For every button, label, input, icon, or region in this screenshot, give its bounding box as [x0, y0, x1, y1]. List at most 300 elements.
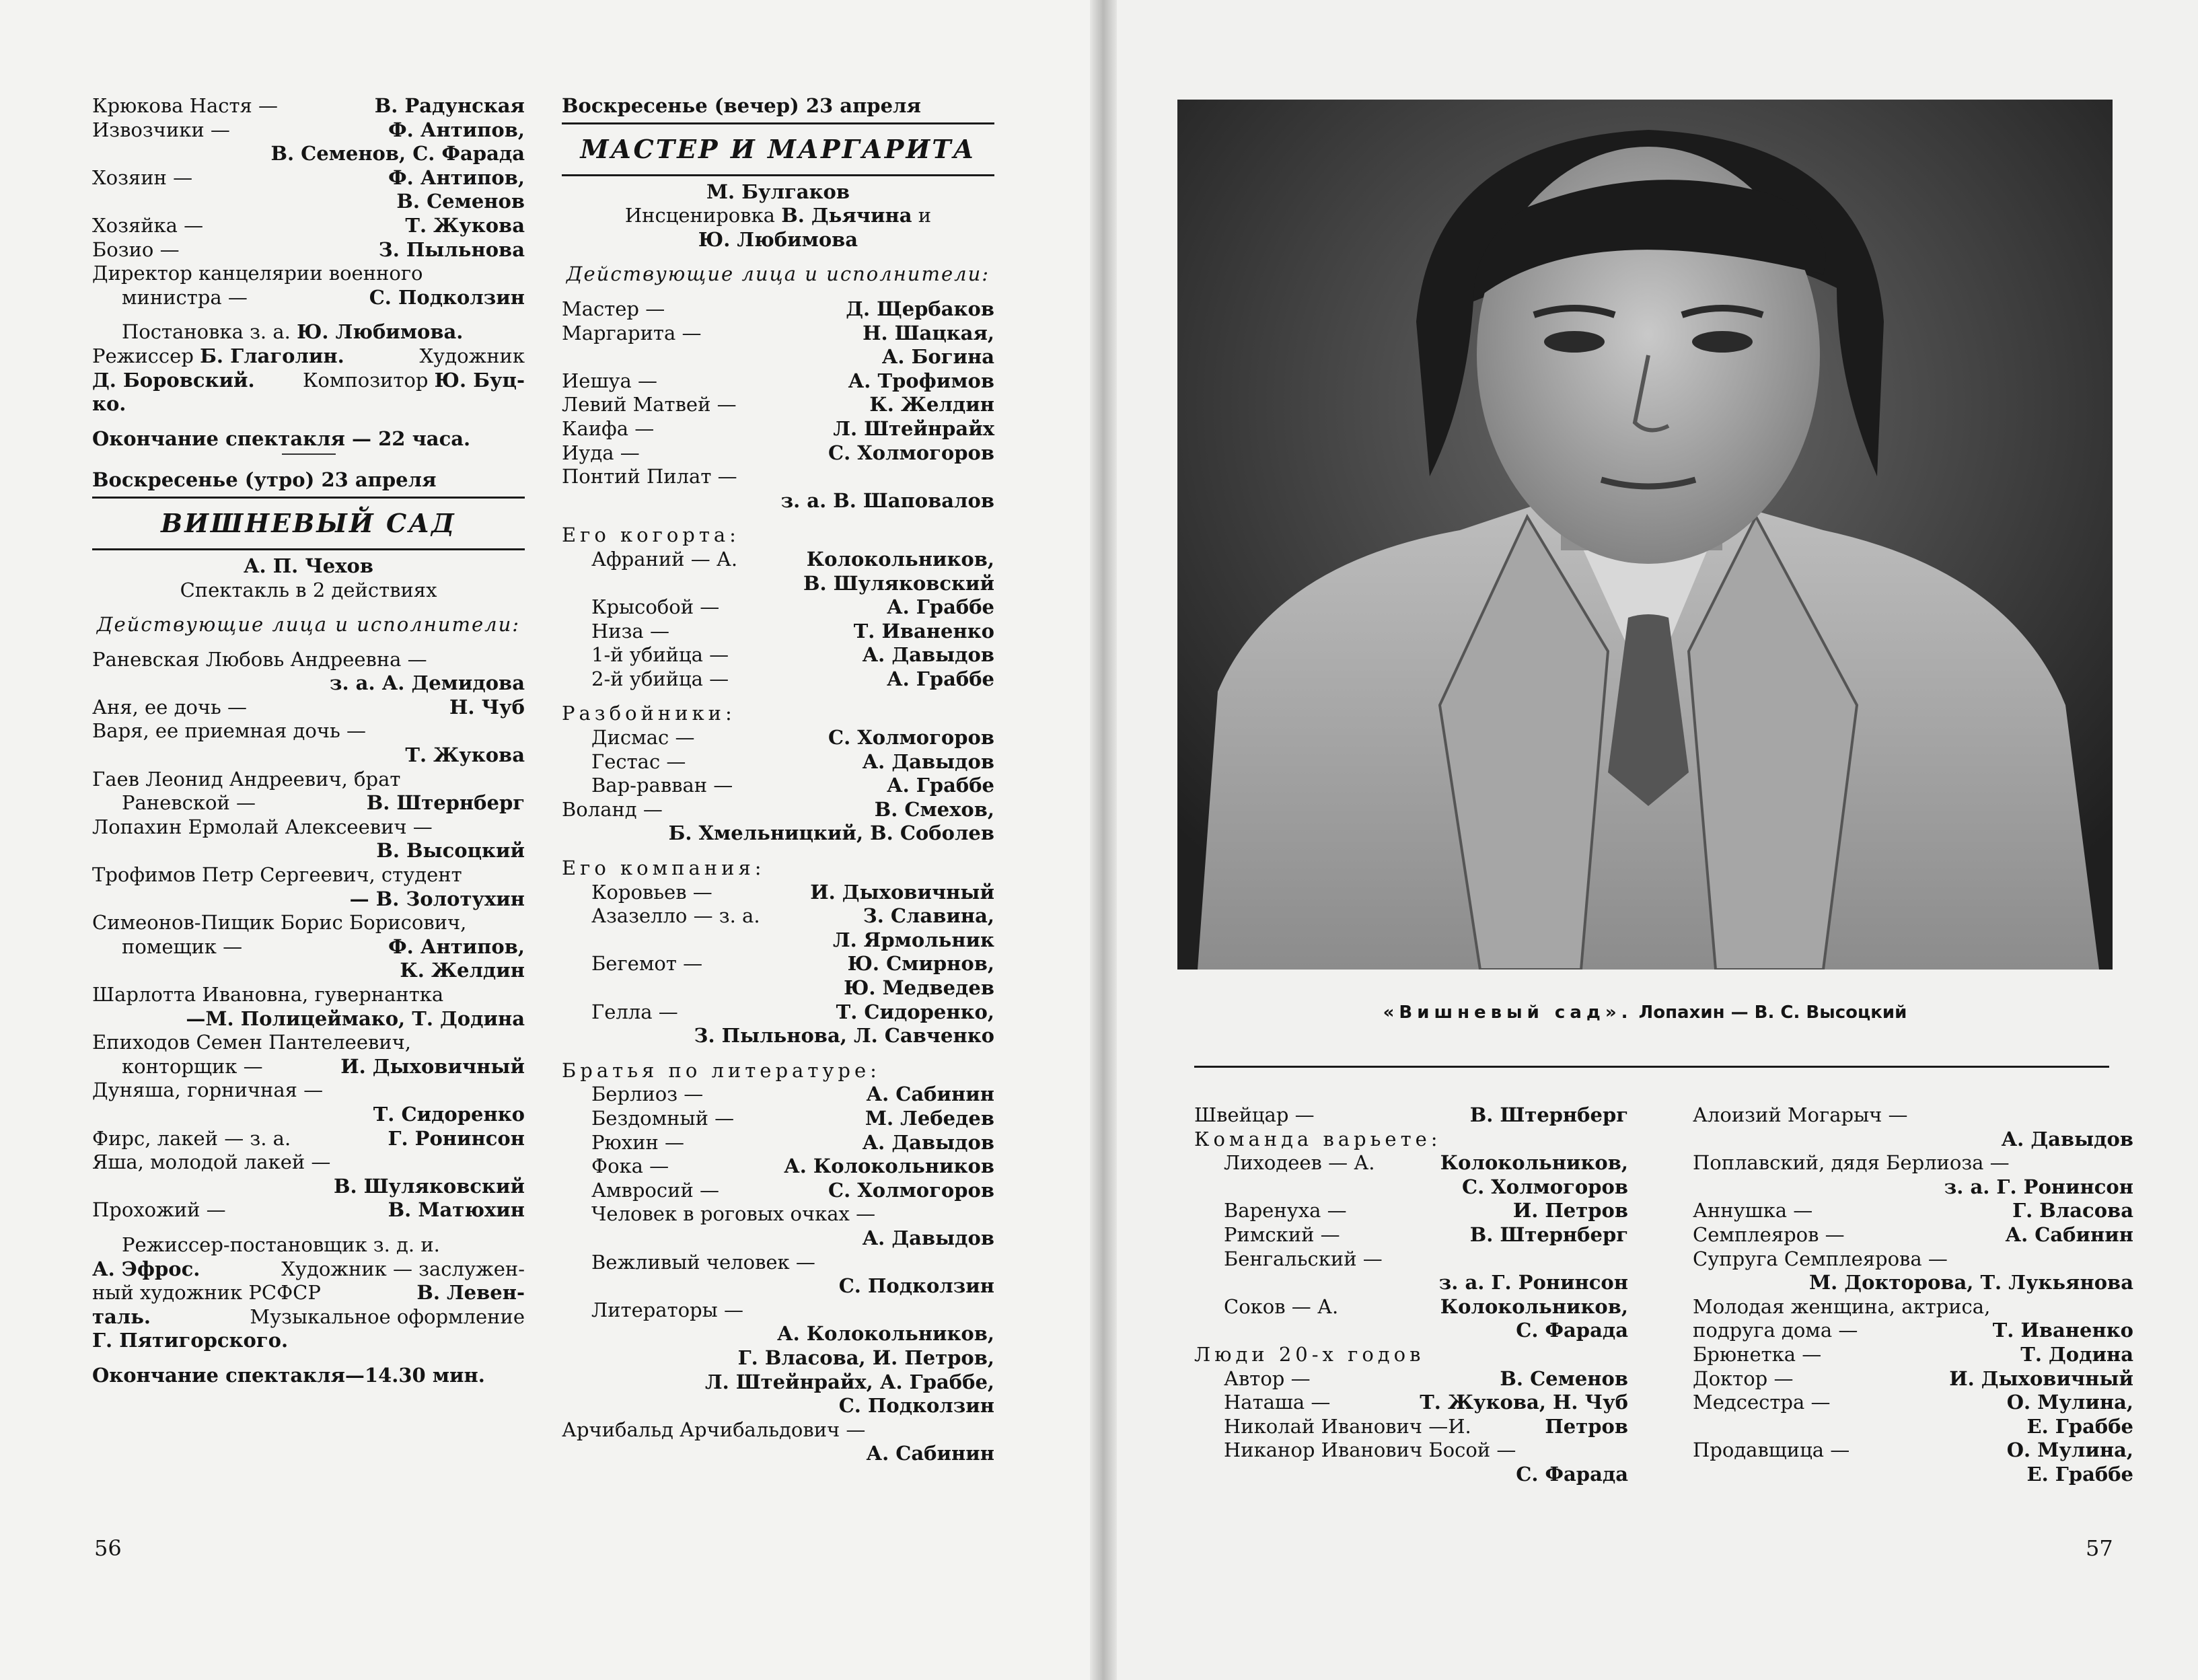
cast-row [562, 1083, 994, 1107]
performer-name: Д. Щербаков [846, 297, 994, 320]
cast-row [92, 1055, 525, 1079]
cast-row [1194, 1175, 1628, 1200]
role-name: Вежливый человек — [591, 1250, 815, 1274]
cast-row [1693, 1391, 2133, 1415]
cast-row [1194, 1199, 1628, 1223]
cast-row [92, 1031, 525, 1055]
performer-name: Т. Сидоренко, [836, 1000, 994, 1023]
cast-row [1194, 1438, 1628, 1463]
performer-name: Т. Иваненко [853, 619, 994, 643]
performer-name: В. Штернберг [366, 791, 525, 815]
performer-name: В. Семенов [396, 190, 525, 213]
role-name: Варя, ее приемная дочь — [92, 719, 367, 743]
performer-name: Т. Сидоренко [373, 1102, 525, 1126]
cast-row [562, 1394, 994, 1418]
performer-name: В. Семенов, С. Фарада [270, 142, 525, 166]
performer-name: Н. Чуб [449, 695, 525, 719]
role-name: 1-й убийца — [591, 643, 729, 667]
cast-row [562, 1227, 994, 1251]
performer-name: Г. Власова [2012, 1199, 2133, 1222]
role-name: подруга дома — [1693, 1319, 1858, 1342]
role-name: Иуда — [562, 441, 640, 464]
role-name: Арчибальд Арчибальдович — [562, 1418, 866, 1441]
performer-name: Ф. Антипов, [388, 118, 525, 141]
cast-row [562, 489, 994, 513]
director-credit: Режиссер Б. Глаголин. Художник [92, 344, 525, 367]
cast-row [1194, 1271, 1628, 1295]
performer-name: В. Радунская [374, 94, 525, 117]
role-name: Человек в роговых очках — [591, 1202, 876, 1226]
left-page [0, 0, 1090, 1680]
performer-name: Ю. Медведев [844, 976, 994, 999]
cast-row [562, 369, 994, 394]
performer-name: А. Колокольников, [776, 1322, 994, 1346]
performer-name: А. Давыдов [2001, 1127, 2133, 1151]
role-name: Гаев Леонид Андреевич, брат [92, 767, 401, 791]
performer-name: А. Давыдов [862, 1226, 994, 1249]
cast-row [562, 904, 994, 928]
performer-name: К. Желдин [400, 959, 525, 982]
role-name: Низа — [591, 619, 669, 643]
performer-name: А. Давыдов [862, 750, 994, 773]
role-name: Николай Иванович —И. [1224, 1414, 1471, 1438]
cast-row [92, 1198, 525, 1222]
role-name: помещик — [122, 935, 243, 958]
performer-name: О. Мулина, [2006, 1438, 2133, 1462]
performer-name: И. Петров [1512, 1199, 1628, 1222]
credits-line-c: ный художник РСФСР В. Левен- [92, 1281, 525, 1305]
performer-name: С. Подколзин [838, 1274, 994, 1298]
role-name: Гелла — [591, 1000, 678, 1023]
cast-row [1194, 1319, 1628, 1343]
cast-row [92, 983, 525, 1007]
cast-row [562, 1274, 994, 1299]
cast-row [562, 976, 994, 1000]
performer-name: С. Фарада [1516, 1462, 1628, 1486]
role-name: Доктор — [1693, 1366, 1794, 1390]
cast-list-brothers [562, 1083, 994, 1466]
performer-name: В. Шуляковский [803, 571, 994, 595]
role-name: Римский — [1224, 1222, 1340, 1246]
cast-row [1194, 1391, 1628, 1415]
cast-row [562, 417, 994, 441]
right-column [1693, 1103, 2133, 1487]
performer-name: з. а. Г. Ронинсон [1438, 1271, 1628, 1294]
section-header: Команда варьете: [1194, 1127, 1442, 1151]
cast-row [92, 791, 525, 815]
performer-name: Колокольников, [806, 547, 994, 571]
cast-row [92, 911, 525, 935]
role-name: Маргарита — [562, 321, 702, 344]
performer-name: О. Мулина, [2006, 1391, 2133, 1414]
cast-row [1194, 1151, 1628, 1175]
role-name: конторщик — [122, 1054, 263, 1078]
cast-row [92, 1127, 525, 1151]
left-column [92, 94, 525, 1388]
cast-row [562, 1251, 994, 1275]
cast-row [562, 1442, 994, 1466]
section-company: Его компания: [562, 856, 766, 880]
cast-row [92, 815, 525, 840]
role-name: Никанор Иванович Босой — [1224, 1438, 1516, 1462]
cast-row [1693, 1415, 2133, 1439]
performer-name: Т. Иваненко [1992, 1319, 2133, 1342]
cast-row [1194, 1463, 1628, 1487]
cast-row [562, 774, 994, 798]
role-name: Понтий Пилат — [562, 465, 737, 488]
cast-row [1693, 1367, 2133, 1391]
cast-row [92, 887, 525, 912]
cast-header: Действующие лица и исполнители: [96, 613, 521, 636]
adaptation-credit: Инсценировка В. Дьячина и [624, 204, 932, 227]
role-name: 2-й убийца — [591, 667, 729, 690]
role-name: Алоизий Могарыч — [1693, 1103, 1908, 1126]
cast-row [92, 1103, 525, 1127]
performer-name: А. Богина [881, 345, 994, 369]
cast-row [92, 142, 525, 166]
cast-row [562, 1179, 994, 1203]
role-name: Молодая женщина, актриса, [1693, 1294, 1991, 1318]
performer-name: С. Фарада [1516, 1319, 1628, 1342]
performer-name: В. Шуляковский [334, 1174, 525, 1198]
cast-row [92, 743, 525, 768]
credits-line-d: таль. Музыкальное оформление [92, 1305, 525, 1328]
performer-name: А. Давыдов [862, 1130, 994, 1154]
left-column [1194, 1103, 1628, 1487]
staging-credits: Постановка з. а. Ю. Любимова. [122, 320, 464, 344]
cast-header: Действующие лица и исполнители: [566, 262, 990, 286]
cast-row [562, 345, 994, 369]
cast-row [562, 1000, 994, 1025]
performer-name: И. Дыховичный [1949, 1366, 2133, 1390]
role-name: Азазелло — з. а. [591, 904, 760, 928]
cast-row [562, 928, 994, 953]
cast-list-cherry-orchard [92, 648, 525, 1222]
role-name: Швейцар — [1194, 1103, 1315, 1126]
performer-name: Петров [1545, 1414, 1628, 1438]
role-name: Крысобой — [591, 595, 720, 619]
cast-row [562, 821, 994, 846]
cast-row [1693, 1463, 2133, 1487]
cast-row [562, 1346, 994, 1371]
role-name: Лиходеев — А. [1224, 1151, 1375, 1175]
role-name: Лопахин Ермолай Алексеевич — [92, 815, 433, 838]
cast-row [1194, 1367, 1628, 1391]
role-name: Воланд — [562, 797, 663, 821]
cast-row [562, 465, 994, 489]
section-brothers: Братья по литературе: [562, 1058, 881, 1082]
cast-row [1693, 1128, 2133, 1152]
cast-row [92, 671, 525, 696]
cast-list-company [562, 881, 994, 1048]
role-name: Медсестра — [1693, 1391, 1831, 1414]
cast-row [562, 1131, 994, 1155]
cast-row [562, 595, 994, 620]
cast-row [92, 1079, 525, 1103]
performer-name: Ф. Антипов, [388, 935, 525, 958]
section-robbers: Разбойники: [562, 702, 736, 725]
performer-name: Б. Хмельницкий, В. Соболев [668, 821, 994, 845]
cast-row [92, 166, 525, 190]
cast-row [562, 1202, 994, 1227]
role-name: Извозчики — [92, 118, 230, 141]
role-name: Директор канцелярии военного [92, 262, 423, 285]
role-name: Хозяин — [92, 166, 193, 189]
performer-name: А. Колокольников [784, 1155, 994, 1178]
role-name: Прохожий — [92, 1198, 226, 1222]
play-title-cherry-orchard: ВИШНЕВЫЙ САД [161, 507, 456, 538]
cast-row [562, 798, 994, 822]
role-name: Дуняша, горничная — [92, 1079, 324, 1102]
performer-name: К. Желдин [869, 393, 994, 416]
right-page [1117, 0, 2198, 1680]
cast-row [562, 1299, 994, 1323]
cast-row [1194, 1415, 1628, 1439]
role-name: Рюхин — [591, 1130, 684, 1154]
performer-name: Т. Додина [2020, 1342, 2133, 1366]
performer-name: С. Холмогоров [828, 726, 994, 750]
role-name: Супруга Семплеярова — [1693, 1247, 1948, 1270]
title-rule-bottom [562, 174, 994, 176]
performer-name: —М. Полицеймако, Т. Додина [186, 1007, 525, 1030]
cast-row [562, 1024, 994, 1048]
performer-name: В. Смехов, [874, 797, 994, 821]
performer-name: з. а. А. Демидова [329, 671, 525, 695]
cast-row [562, 620, 994, 644]
role-name: Яша, молодой лакей — [92, 1151, 331, 1174]
cast-list-robbers [562, 726, 994, 846]
cast-row [92, 262, 525, 286]
role-name: Епиходов Семен Пантелеевич, [92, 1031, 412, 1054]
role-name: Аннушка — [1693, 1199, 1813, 1222]
role-name: Наташа — [1224, 1391, 1331, 1414]
role-name: Дисмас — [591, 726, 695, 750]
cast-row [562, 393, 994, 417]
role-name: Берлиоз — [591, 1083, 704, 1106]
play-title-master-margarita: МАСТЕР И МАРГАРИТА [580, 133, 976, 164]
title-rule-bottom [92, 548, 525, 550]
performer-name: А. Давыдов [862, 643, 994, 667]
cast-row [92, 238, 525, 262]
performer-name: Ю. Смирнов, [847, 952, 994, 976]
photo-caption: «Вишневый сад». Лопахин — В. С. Высоцкий [1383, 1002, 1907, 1023]
title-rule-top [92, 497, 525, 499]
role-name: Коровьев — [591, 880, 712, 904]
cast-row [1194, 1223, 1628, 1247]
role-name: Поплавский, дядя Берлиоза — [1693, 1151, 2010, 1175]
cast-row [1693, 1151, 2133, 1175]
composer-credit-end: ко. [92, 392, 126, 416]
performer-name: А. Граббе [886, 595, 994, 619]
performer-name: Т. Жукова [405, 213, 525, 237]
date-evening: Воскресенье (вечер) 23 апреля [562, 94, 921, 117]
performer-name: М. Лебедев [865, 1106, 994, 1130]
performer-name: Л. Штейнрайх [833, 416, 994, 440]
cast-row [562, 441, 994, 466]
ending-time-1: Окончание спектакля — 22 часа. [92, 427, 471, 450]
right-column [562, 94, 994, 1466]
cast-row [562, 1322, 994, 1346]
cast-row [562, 572, 994, 596]
cast-row [1693, 1175, 2133, 1200]
role-name: Варенуха — [1224, 1199, 1347, 1222]
cast-row [92, 648, 525, 672]
role-name: Каифа — [562, 416, 655, 440]
role-name: Фока — [591, 1155, 669, 1178]
performer-name: Колокольников, [1440, 1294, 1628, 1318]
role-name: Раневской — [122, 791, 256, 815]
performer-name: — В. Золотухин [349, 887, 525, 910]
performer-name: Н. Шацкая, [863, 321, 994, 344]
cast-row [562, 881, 994, 905]
role-name: Раневская Любовь Андреевна — [92, 647, 427, 671]
title-rule-top [562, 122, 994, 124]
date-morning: Воскресенье (утро) 23 апреля [92, 468, 437, 492]
cast-row [92, 1007, 525, 1031]
cast-list-main [562, 297, 994, 513]
role-name: Шарлотта Ивановна, гувернантка [92, 983, 444, 1006]
cast-row [92, 959, 525, 983]
cast-row [92, 118, 525, 143]
performer-name: М. Докторова, Т. Лукьянова [1809, 1271, 2133, 1294]
role-name: Продавщица — [1693, 1438, 1850, 1462]
ending-time-2: Окончание спектакля—14.30 мин. [92, 1363, 485, 1387]
cast-row [92, 863, 525, 887]
performer-name: С. Холмогоров [828, 441, 994, 464]
cast-row [92, 839, 525, 863]
credits-line-e: Г. Пятигорского. [92, 1329, 289, 1352]
performer-name: з. а. Г. Ронинсон [1944, 1175, 2133, 1198]
cast-row [562, 322, 994, 346]
performer-name: Колокольников, [1440, 1151, 1628, 1175]
cast-row [92, 696, 525, 720]
cast-row [562, 297, 994, 322]
performer-name: Ф. Антипов, [388, 166, 525, 189]
performer-name: В. Высоцкий [376, 839, 525, 863]
role-name: министра — [122, 285, 248, 309]
section-header: Люди 20-х годов [1194, 1342, 1425, 1366]
performer-name: Л. Ярмольник [832, 928, 994, 951]
role-name: Фирс, лакей — з. а. [92, 1126, 291, 1150]
performer-name: С. Подколзин [369, 285, 525, 309]
cast-row [1693, 1247, 2133, 1272]
role-name: Бегемот — [591, 952, 703, 976]
role-name: Бенгальский — [1224, 1247, 1383, 1270]
performer-name: З. Славина, [863, 904, 994, 928]
cast-row [562, 1155, 994, 1179]
page-number-right: 57 [2086, 1535, 2113, 1561]
performer-name: Г. Власова, И. Петров, [737, 1346, 994, 1369]
role-name: Литераторы — [591, 1298, 743, 1321]
role-name: Хозяйка — [92, 213, 204, 237]
performer-name: А. Трофимов [848, 369, 994, 392]
cast-row [1194, 1103, 1628, 1128]
adaptation-credit-2: Ю. Любимова [698, 227, 858, 251]
cast-row [562, 726, 994, 750]
cast-row [92, 768, 525, 792]
cast-row [1693, 1199, 2133, 1223]
portrait-photo [1177, 100, 2113, 970]
performer-name: И. Дыховичный [810, 880, 994, 904]
performer-name: Е. Граббе [2026, 1414, 2133, 1438]
cast-row [92, 1151, 525, 1175]
cast-row [1693, 1295, 2133, 1319]
cast-row [92, 94, 525, 118]
cast-row [1693, 1343, 2133, 1367]
role-name: Вар-равван — [591, 774, 733, 797]
cast-row [1194, 1295, 1628, 1319]
role-name: Афраний — А. [591, 547, 738, 571]
performer-name: А. Сабинин [866, 1442, 994, 1465]
cast-row [562, 643, 994, 667]
cast-row [92, 1175, 525, 1199]
page-number-left: 56 [94, 1535, 122, 1561]
performer-name: А. Граббе [886, 774, 994, 797]
credits-line-b: А. Эфрос. Художник — заслужен- [92, 1257, 525, 1280]
role-name: Автор — [1224, 1366, 1311, 1390]
performer-name: В. Штернберг [1469, 1103, 1628, 1126]
cast-row [1693, 1319, 2133, 1343]
author-chekhov: А. П. Чехов [243, 554, 374, 577]
role-name: Семплеяров — [1693, 1222, 1845, 1246]
performer-name: С. Холмогоров [828, 1178, 994, 1202]
portrait-illustration [1177, 100, 2113, 970]
cast-row [1194, 1247, 1628, 1272]
role-name: Крюкова Настя — [92, 94, 279, 117]
cast-row [562, 1371, 994, 1395]
role-name: Трофимов Петр Сергеевич, студент [92, 863, 462, 887]
performer-name: З. Пыльнова [378, 238, 525, 261]
role-name: Мастер — [562, 297, 665, 320]
section-rule [1194, 1066, 2109, 1068]
performer-name: И. Дыховичный [340, 1054, 525, 1078]
divider [282, 453, 336, 455]
cast-list-previous-play [92, 94, 525, 309]
book-gutter [1090, 0, 1117, 1680]
cast-row [92, 935, 525, 959]
role-name: Бездомный — [591, 1106, 735, 1130]
performer-name: з. а. В. Шаповалов [780, 488, 994, 512]
performer-name: С. Подколзин [838, 1394, 994, 1418]
section-cohort: Его когорта: [562, 523, 740, 547]
role-name: Гестас — [591, 750, 686, 773]
cast-list-cohort [562, 548, 994, 692]
performer-name: В. Штернберг [1469, 1222, 1628, 1246]
designer-credit: Д. Боровский. Композитор Ю. Буц- [92, 368, 525, 392]
cast-row [562, 750, 994, 774]
performer-name: С. Холмогоров [1462, 1175, 1628, 1198]
cast-row [92, 286, 525, 310]
cast-row [562, 1107, 994, 1131]
role-name: Иешуа — [562, 369, 657, 392]
role-name: Амвросий — [591, 1178, 719, 1202]
cast-row [1693, 1103, 2133, 1128]
cast-row [1693, 1271, 2133, 1295]
cast-row [1693, 1438, 2133, 1463]
performer-name: А. Сабинин [866, 1083, 994, 1106]
director-credits: Режиссер-постановщик з. д. и. [122, 1233, 440, 1256]
author-bulgakov: М. Булгаков [706, 180, 850, 203]
cast-row [562, 1418, 994, 1442]
role-name: Соков — А. [1224, 1294, 1339, 1318]
performer-name: Е. Граббе [2026, 1462, 2133, 1486]
cast-row [92, 214, 525, 238]
cast-row [92, 719, 525, 743]
performer-name: Г. Ронинсон [388, 1126, 525, 1150]
performer-name: Л. Штейнрайх, А. Граббе, [705, 1370, 994, 1393]
performer-name: А. Граббе [886, 667, 994, 690]
role-name: Брюнетка — [1693, 1342, 1822, 1366]
